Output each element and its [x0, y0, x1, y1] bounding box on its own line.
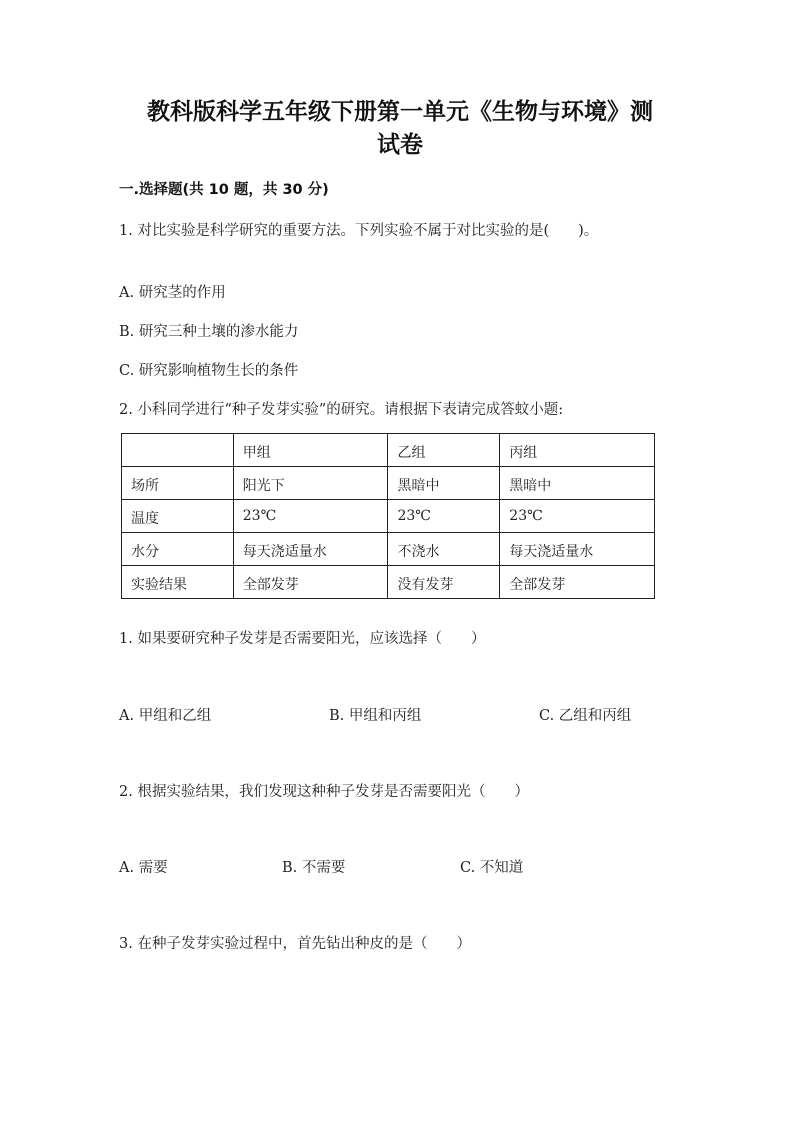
- question-1-stem: 1. 对比实验是科学研究的重要方法。下列实验不属于对比实验的是( )。: [119, 223, 599, 239]
- title-line-1: 教科版科学五年级下册第一单元《生物与环境》测: [147, 99, 653, 125]
- table-cell: 实验结果: [122, 566, 234, 599]
- subquestion-2-stem: 2. 根据实验结果，我们发现这种种子发芽是否需要阳光（ ）: [119, 784, 529, 800]
- table-cell: 不浇水: [388, 533, 500, 566]
- table-cell: 阳光下: [233, 467, 388, 500]
- table-header-cell: [122, 434, 234, 467]
- subquestion-2-option-c: C. 不知道: [460, 860, 524, 876]
- table-cell: 没有发芽: [388, 566, 500, 599]
- question-1-option-b: B. 研究三种土壤的渗水能力: [119, 324, 299, 340]
- subquestion-2-option-b: B. 不需要: [282, 860, 346, 876]
- subquestion-1-option-a: A. 甲组和乙组: [119, 708, 212, 724]
- table-cell: 黑暗中: [500, 467, 655, 500]
- question-1-option-a: A. 研究茎的作用: [119, 285, 226, 301]
- subquestion-2-option-a: A. 需要: [119, 860, 168, 876]
- subquestion-1-stem: 1. 如果要研究种子发芽是否需要阳光，应该选择（ ）: [119, 631, 486, 647]
- page-title: [100, 96, 700, 162]
- table-header-cell: 丙组: [500, 434, 655, 467]
- subquestion-1-option-c: C. 乙组和丙组: [539, 708, 632, 724]
- table-row: [122, 566, 655, 599]
- table-cell: 全部发芽: [233, 566, 388, 599]
- question-1-option-c: C. 研究影响植物生长的条件: [119, 363, 299, 379]
- subquestion-3-stem: 3. 在种子发芽实验过程中，首先钻出种皮的是（ ）: [119, 936, 471, 952]
- table-cell: 全部发芽: [500, 566, 655, 599]
- table-header-cell: 甲组: [233, 434, 388, 467]
- question-2-stem: 2. 小科同学进行“种子发芽实验”的研究。请根据下表请完成答蚊小题:: [119, 402, 564, 418]
- table-cell: 每天浇适量水: [233, 533, 388, 566]
- table-row: [122, 533, 655, 566]
- table-header-cell: 乙组: [388, 434, 500, 467]
- table-row: [122, 500, 655, 533]
- table-cell: 每天浇适量水: [500, 533, 655, 566]
- table-cell: 23℃: [500, 500, 655, 533]
- table-cell: 23℃: [388, 500, 500, 533]
- experiment-table: [121, 433, 655, 599]
- table-cell: 温度: [122, 500, 234, 533]
- table-cell: 黑暗中: [388, 467, 500, 500]
- table-cell: 水分: [122, 533, 234, 566]
- subquestion-1-option-b: B. 甲组和丙组: [329, 708, 422, 724]
- table-header-row: [122, 434, 655, 467]
- table-row: [122, 467, 655, 500]
- table-cell: 场所: [122, 467, 234, 500]
- title-line-2: 试卷: [377, 132, 423, 158]
- table-cell: 23℃: [233, 500, 388, 533]
- section-heading: 一.选择题(共 10 题，共 30 分): [119, 182, 329, 198]
